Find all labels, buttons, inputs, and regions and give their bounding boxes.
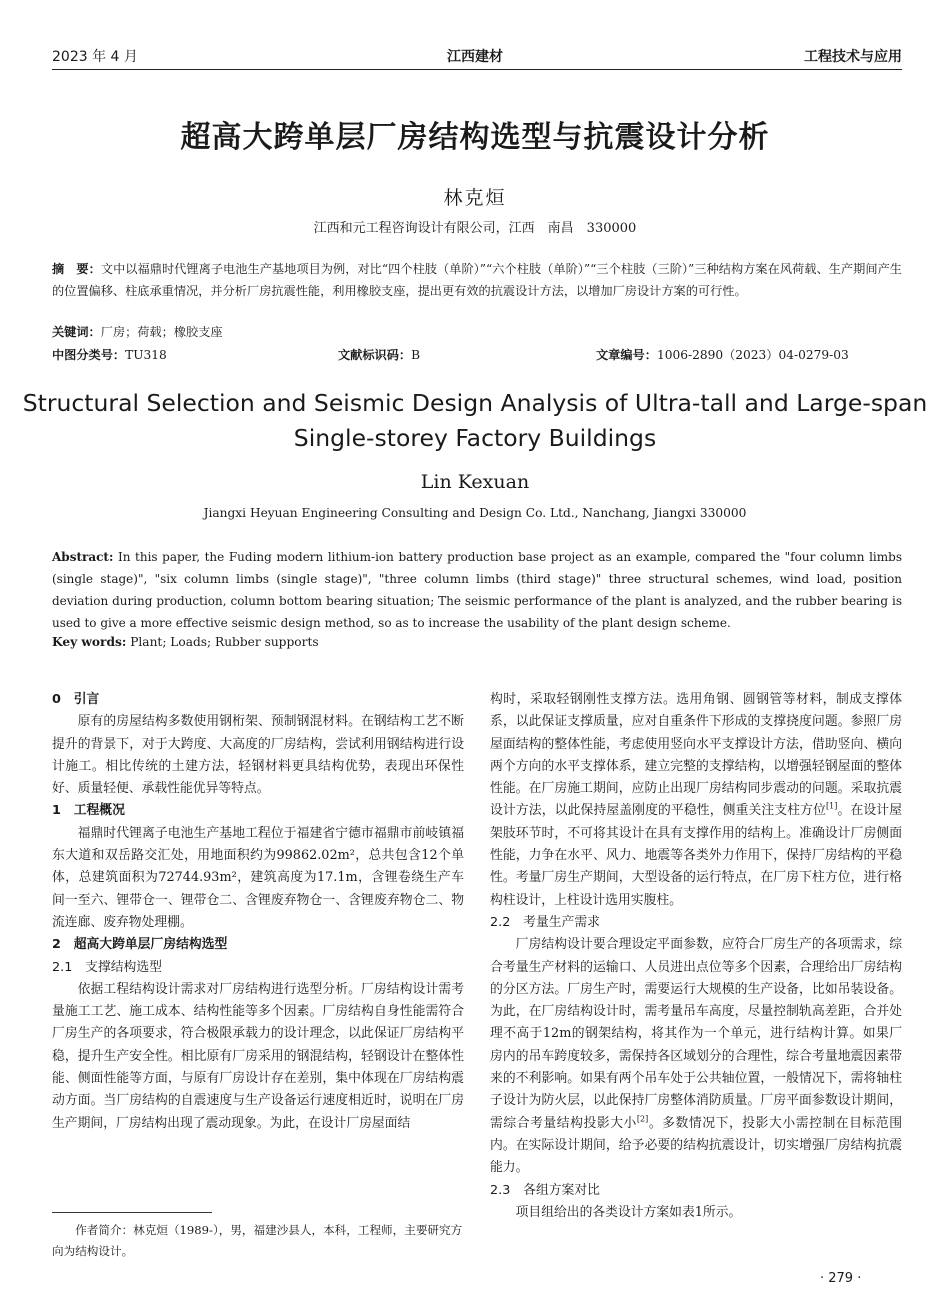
section-2-2-paragraph	[490, 934, 902, 1179]
col2-text-b: 。在设计屋架肢环节时，不可将其设计在具有支撑作用的结构上。准确设计厂房侧面性能，力争在水平、风力、地震等各类外力作用下，保持厂房结构的平稳性。考量厂房生产期间，大型设备的运行特点，在厂房下柱方位，进行格构柱设计，上柱设计选用实腹柱。	[490, 803, 903, 908]
page-number: · 279 ·	[820, 1271, 862, 1286]
clc-label: 中图分类号：	[52, 348, 126, 362]
author-en: Lin Kexuan	[420, 471, 530, 493]
section-0-paragraph: 原有的房屋结构多数使用钢桁架、预制钢混材料。在钢结构工艺不断提升的背景下，对于大跨度、大高度的厂房结构，尝试利用钢结构进行设计施工。相比传统的土建方法，轻钢材料更具结构优势，表现出环保性好、质量轻便、承载性能优异等特点。	[52, 714, 464, 797]
abstract-cn-label: 摘 要：	[52, 262, 101, 276]
section-2-1-paragraph: 依据工程结构设计需求对厂房结构进行选型分析。厂房结构设计需考量施工工艺、施工成本、结构性能等多个因素。厂房结构自身性能需符合厂房生产的各项要求，符合极限承载力的设计理念，以此保证厂房结构平稳，提升生产安全性。相比原有厂房采用的钢混结构，轻钢设计在整体性能、侧面性能等方面，与原有厂房设计存在差别，集中体现在厂房结构震动方面。当厂房结构的自震速度与生产设备运行速度相近时，说明在厂房生产期间，厂房结构出现了震动现象。为此，在设计厂房屋面结	[52, 981, 464, 1131]
header-rule	[52, 69, 902, 70]
body-column-right	[490, 689, 902, 1224]
keywords-cn	[52, 323, 223, 340]
title-cn: 超高大跨单层厂房结构选型与抗震设计分析	[180, 120, 770, 155]
s22-text-b: 。多数情况下，投影大小需控制在目标范围内。在实际设计期间，给予必要的结构抗震设计，切实增强厂房结构抗震能力。	[490, 1115, 903, 1176]
header-journal: 江西建材	[447, 49, 503, 65]
abstract-en	[52, 546, 902, 634]
keywords-en	[52, 635, 319, 649]
affiliation-en: Jiangxi Heyuan Engineering Consulting and Design Co. Ltd., Nanchang, Jiangxi 330000	[203, 506, 747, 520]
article-value: 1006-2890（2023）04-0279-03	[656, 348, 849, 362]
affiliation-cn: 江西和元工程咨询设计有限公司，江西 南昌 330000	[313, 221, 637, 236]
col2-text-a: 构时，采取轻钢刚性支撑方法。选用角钢、圆钢管等材料，制成支撑体系，以此保证支撑质量，应对自重条件下形成的支撑挠度问题。参照厂房屋面结构的整体性能，考虑使用竖向水平支撑设计方法，借助竖向、横向两个方向的水平支撑体系，建立完整的支撑结构，以增强轻钢屋面的整体性能。在厂房施工期间，应防止出现厂房结构同步震动的问题。采取抗震设计方法，以此保持屋盖刚度的平稳性，侧重关注支柱方位	[490, 692, 902, 819]
author-cn: 林克烜	[443, 187, 507, 209]
header-section: 工程技术与应用	[804, 49, 902, 65]
clc-number	[52, 346, 167, 363]
keywords-en-label: Key words:	[52, 635, 127, 649]
section-1-heading: 1 工程概况	[52, 803, 125, 819]
abstract-cn-text: 文中以福鼎时代锂离子电池生产基地项目为例，对比“四个柱肢（单阶）”“六个柱肢（单阶）”“三个柱肢（三阶）”三种结构方案在风荷载、生产期间产生的位置偏移、柱底承重情况，并分析厂房抗震性能，利用橡胶支座，提出更有效的抗震设计方法，以增加厂房设计方案的可行性。	[52, 262, 902, 298]
footnote-rule	[52, 1212, 212, 1213]
author-footnote: 作者简介：林克烜（1989-），男，福建沙县人，本科，工程师，主要研究方向为结构设计。	[52, 1223, 463, 1258]
abstract-cn	[52, 258, 902, 302]
s22-text-a: 厂房结构设计要合理设定平面参数，应符合厂房生产的各项需求，综合考量生产材料的运输口、人员进出点位等多个因素，合理给出厂房结构的分区方法。厂房生产时，需要运行大规模的生产设备，比如吊装设备。为此，在厂房结构设计时，需考量吊车高度，尽量控制轨高差距，合并处理不高于12m的钢架结构，将其作为一个单元，进行结构计算。如果厂房内的吊车跨度较多，需保持各区域划分的合理性，综合考量地震因素带来的不利影响。如果有两个吊车处于公共轴位置，一般情况下，需将轴柱子设计为防火层，以此保持厂房整体消防质量。厂房平面参数设计期间，需综合考量结构投影大小	[490, 937, 902, 1131]
section-0-heading: 0 引言	[52, 692, 100, 707]
section-2-1-heading: 2.1 支撑结构选型	[52, 959, 162, 975]
doc-value: B	[411, 348, 421, 362]
keywords-cn-label: 关键词：	[52, 325, 101, 339]
section-1-paragraph: 福鼎时代锂离子电池生产基地工程位于福建省宁德市福鼎市前岐镇福东大道和双岳路交汇处，用地面积约为99862.02m²，总共包含12个单体，总建筑面积为72744.93m²，建筑高度为17.1m，含锂卷绕生产车间一至六、锂带仓一、锂带仓二、含锂废弃物仓一、含锂废弃物仓二、物流连廊、废弃物处理棚。	[52, 825, 464, 930]
section-2-3-heading: 2.3 各组方案对比	[490, 1182, 600, 1198]
abstract-en-text: In this paper, the Fuding modern lithium-ion battery production base project as an example, compared the "four column limbs (single stage)", "six column limbs (single stage)", "three column limbs (third stage)" three structural schemes, wind load, position deviation during production, column bottom bearing situation; The seismic performance of the plant is analyzed, and the rubber bearing is used to give a more effective seismic design method, so as to increase the usability of the plant design scheme.	[52, 550, 902, 630]
article-number	[596, 346, 849, 363]
keywords-en-text: Plant; Loads; Rubber supports	[130, 635, 319, 649]
section-2-heading: 2 超高大跨单层厂房结构选型	[52, 937, 228, 953]
header-date: 2023 年 4 月	[52, 49, 138, 65]
section-2-3-paragraph: 项目组给出的各类设计方案如表1所示。	[515, 1204, 742, 1220]
title-en: Structural Selection and Seismic Design Analysis of Ultra-tall and Large-span Single-storey Factory Buildings	[22, 389, 928, 452]
article-label: 文章编号：	[596, 348, 657, 362]
citation-2: [2]	[636, 1114, 649, 1124]
document-code	[338, 346, 420, 363]
clc-value: TU318	[125, 348, 167, 362]
doc-label: 文献标识码：	[338, 348, 412, 362]
body-column-left	[52, 689, 464, 1135]
citation-1: [1]	[826, 802, 838, 812]
keywords-cn-text: 厂房；荷载；橡胶支座	[100, 325, 223, 339]
section-2-2-heading: 2.2 考量生产需求	[490, 914, 600, 930]
section-2-1-paragraph-continued	[490, 689, 902, 912]
abstract-en-label: Abstract:	[52, 550, 114, 564]
